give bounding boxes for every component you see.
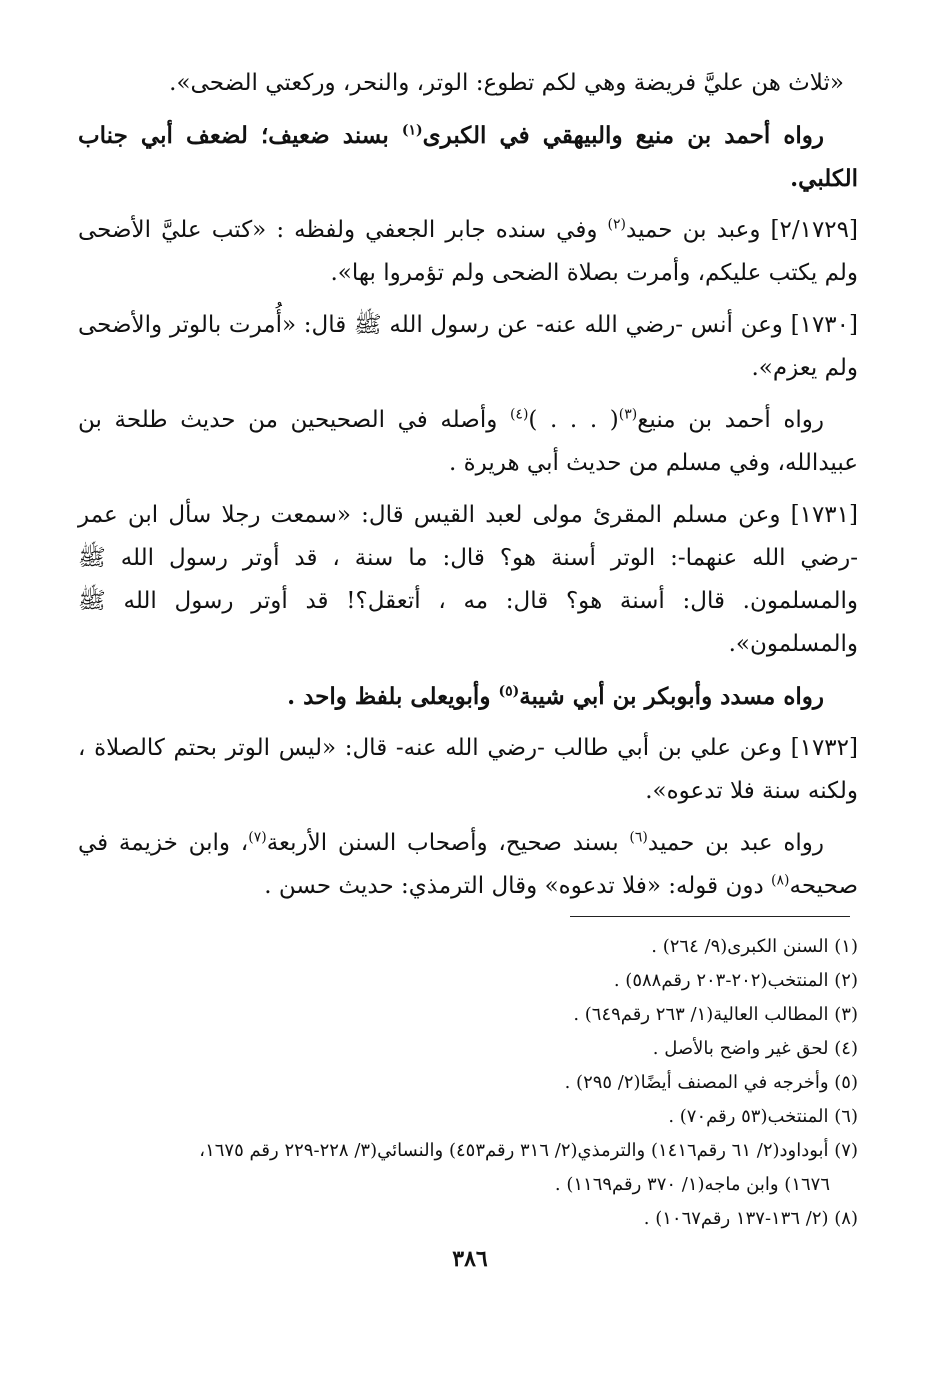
footnote-ref: (٨) <box>771 872 790 889</box>
footnote-text: (٥) وأخرجه في المصنف أيضًا(٢/ ٢٩٥) . <box>564 1072 858 1093</box>
paragraph-text: رواه مسدد وأبوبكر بن أبي شيبة <box>519 683 824 710</box>
footnote-item <box>88 1202 858 1236</box>
paragraph-takhrij-1 <box>78 114 858 200</box>
footnote-ref: (٥) <box>498 683 520 700</box>
footnote-item <box>88 1066 858 1100</box>
paragraph-takhrij-1730 <box>78 399 858 485</box>
paragraph-text: «ثلاث هن عليَّ فريضة وهي لكم تطوع: الوتر، والنحر، وركعتي الضحى». <box>169 70 844 96</box>
hadith-1729 <box>78 209 858 295</box>
footnote-ref: (٢) <box>607 216 626 233</box>
paragraph-text: ( . . . ) <box>528 407 619 433</box>
paragraph-takhrij-1732 <box>78 822 858 908</box>
paragraph-text: رواه عبد بن حميد <box>647 830 825 856</box>
footnote-item <box>88 964 858 998</box>
footnote-item <box>88 1032 858 1066</box>
footnote-ref: (٤) <box>509 406 529 423</box>
footnote-text: (٨) (٢/ ١٣٦-١٣٧ رقم١٠٦٧) . <box>643 1208 858 1229</box>
paragraph-text: وفي سنده جابر الجعفي ولفظه : «كتب عليَّ الأضحى ولم يكتب عليكم، وأمرت بصلاة الضحى ولم تؤمروا بها». <box>78 217 858 286</box>
paragraph-text: [١٧٣٠] وعن أنس -رضي الله عنه- عن رسول الله ﷺ قال: «أُمرت بالوتر والأضحى ولم يعزم». <box>78 312 858 381</box>
hadith-1731 <box>78 494 858 666</box>
footnote-text: (٣) المطالب العالية(١/ ٢٦٣ رقم٦٤٩) . <box>573 1004 858 1025</box>
footnote-item <box>88 930 858 964</box>
paragraph-text: [٢/١٧٢٩] وعبد بن حميد <box>626 217 858 243</box>
paragraph-text: ، وابن خزيمة في صحيحه <box>78 830 858 899</box>
paragraph-text: بسند ضعيف؛ لضعف أبي جناب الكلبي. <box>78 122 858 192</box>
footnotes-list <box>88 930 858 1236</box>
footnote-ref: (٧) <box>248 829 267 846</box>
main-text <box>78 62 858 917</box>
paragraph-intro <box>78 62 858 105</box>
footnote-text: (٤) لحق غير واضح بالأصل . <box>652 1038 858 1059</box>
footnote-continuation: ١٦٧٦) وابن ماجه(١/ ٣٧٠ رقم١١٦٩) . <box>554 1174 830 1195</box>
paragraph-text: [١٧٣١] وعن مسلم المقرئ مولى لعبد القيس قال: «سمعت رجلا سأل ابن عمر -رضي الله عنهما-: الوتر أسنة هو؟ قال: ما سنة ، قد أوتر رسول الله ﷺ والمسلمون. قال: أسنة هو؟ قال: مه ، أتعقل؟! قد أوتر رسول الله ﷺ والمسلمون». <box>78 502 858 657</box>
paragraph-text: رواه أحمد بن منيع والبيهقي في الكبرى <box>422 122 824 149</box>
paragraph-text: [١٧٣٢] وعن علي بن أبي طالب -رضي الله عنه- قال: «ليس الوتر بحتم كالصلاة ، ولكنه سنة فلا تدعوه». <box>78 735 858 804</box>
paragraph-text: وأبويعلى بلفظ واحد . <box>287 683 499 710</box>
footnote-text: (٢) المنتخب(٢٠٢-٢٠٣ رقم٥٨٨) . <box>613 970 858 991</box>
footnote-item <box>88 1100 858 1134</box>
paragraph-takhrij-1731 <box>78 675 858 718</box>
page-number: ٣٨٦ <box>452 1246 488 1272</box>
footnote-item <box>88 1134 858 1202</box>
footnote-text: (٦) المنتخب(٥٣ رقم٧٠) . <box>668 1106 858 1127</box>
hadith-1730 <box>78 304 858 390</box>
footnote-text: (١) السنن الكبرى(٩/ ٢٦٤) . <box>651 936 858 957</box>
paragraph-text: بسند صحيح، وأصحاب السنن الأربعة <box>266 830 630 856</box>
footnote-ref: (٦) <box>629 829 648 846</box>
footnote-text: (٧) أبوداود(٢/ ٦١ رقم١٤١٦) والترمذي(٢/ ٣١٦ رقم٤٥٣) والنسائي(٣/ ٢٢٨-٢٢٩ رقم ١٦٧٥، <box>199 1140 858 1161</box>
paragraph-text: رواه أحمد بن منيع <box>637 407 824 433</box>
footnote-ref: (١) <box>401 122 423 139</box>
paragraph-text: دون قوله: «فلا تدعوه» وقال الترمذي: حديث حسن . <box>264 873 772 899</box>
paragraph-text: وأصله في الصحيحين من حديث طلحة بن عبيدالله، وفي مسلم من حديث أبي هريرة . <box>78 407 858 476</box>
hadith-1732 <box>78 727 858 813</box>
footnote-ref: (٣) <box>618 406 638 423</box>
footnote-item <box>88 998 858 1032</box>
footnote-separator <box>570 916 850 917</box>
